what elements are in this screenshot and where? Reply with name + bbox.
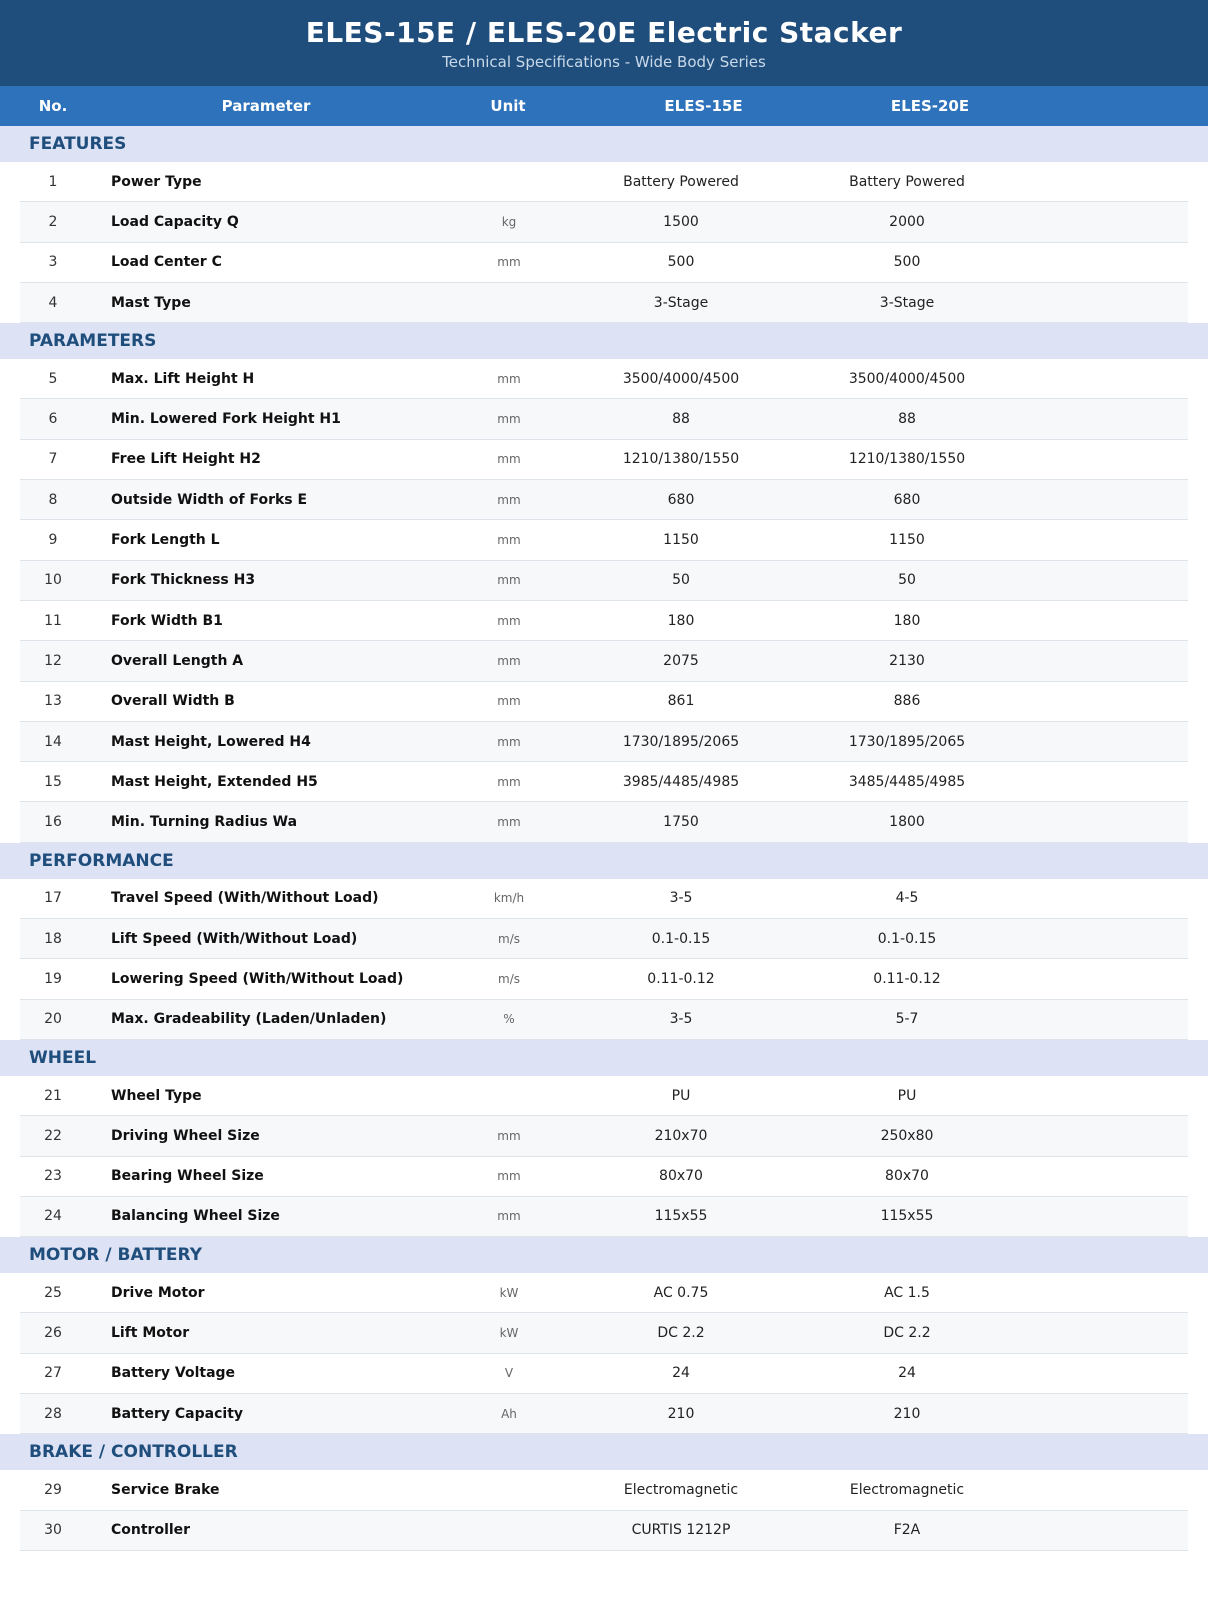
model2-value: 2000	[889, 213, 925, 230]
parameter-name: Mast Type	[111, 294, 191, 311]
parameter-name: Free Lift Height H2	[111, 451, 261, 468]
model2-value: 0.11-0.12	[873, 970, 941, 987]
model1-value: 0.1-0.15	[651, 930, 711, 947]
parameter-name: Battery Voltage	[111, 1365, 236, 1382]
parameter-name: Controller	[111, 1522, 191, 1539]
parameter-name: Driving Wheel Size	[111, 1127, 260, 1144]
row-number: 9	[48, 532, 58, 549]
model1-value: 3985/4485/4985	[622, 773, 740, 790]
row-number: 18	[44, 930, 62, 947]
row-number: 23	[44, 1168, 62, 1185]
table-row	[20, 1273, 1188, 1313]
parameter-name: Outside Width of Forks E	[111, 491, 308, 508]
model2-value: 680	[893, 491, 921, 508]
model2-value: 1730/1895/2065	[848, 733, 966, 750]
row-number: 10	[44, 572, 62, 589]
table-row	[20, 879, 1188, 919]
table-row	[20, 1511, 1188, 1551]
model2-value: Battery Powered	[849, 173, 965, 190]
model1-value: CURTIS 1212P	[631, 1522, 731, 1539]
row-number: 14	[44, 733, 62, 750]
column-header-no: No.	[38, 97, 68, 115]
section-header: MOTOR / BATTERY	[0, 1237, 1208, 1273]
parameter-name: Fork Thickness H3	[111, 572, 256, 589]
parameter-name: Fork Length L	[111, 532, 220, 549]
unit-cell: mm	[497, 1128, 521, 1143]
model2-value: 3500/4000/4500	[848, 370, 966, 387]
row-number: 1	[48, 173, 58, 190]
table-row	[20, 1354, 1188, 1394]
table-row	[20, 682, 1188, 722]
model2-value: 4-5	[895, 890, 919, 907]
table-row	[20, 1313, 1188, 1353]
model2-value: DC 2.2	[883, 1325, 931, 1342]
unit-cell: m/s	[498, 971, 520, 986]
parameter-name: Mast Height, Extended H5	[111, 773, 318, 790]
row-number: 12	[44, 652, 62, 669]
model2-value: 5-7	[895, 1011, 919, 1028]
page-title: ELES-15E / ELES-20E Electric Stacker	[305, 16, 903, 49]
parameter-name: Battery Capacity	[111, 1405, 244, 1422]
model1-value: 1500	[663, 213, 699, 230]
parameter-name: Max. Gradeability (Laden/Unladen)	[111, 1011, 387, 1028]
model2-value: 3485/4485/4985	[848, 773, 966, 790]
model1-value: 3-Stage	[653, 294, 709, 311]
unit-cell: mm	[497, 492, 521, 507]
table-row	[20, 283, 1188, 323]
section-rows	[20, 1076, 1188, 1237]
table-row	[20, 1197, 1188, 1237]
unit-cell: mm	[497, 613, 521, 628]
row-number: 29	[44, 1481, 62, 1498]
unit-cell: kW	[499, 1326, 519, 1341]
model1-value: 180	[667, 612, 695, 629]
model2-value: 2130	[889, 652, 925, 669]
table-row	[20, 162, 1188, 202]
model2-value: 250x80	[880, 1127, 934, 1144]
model1-value: 0.11-0.12	[647, 970, 715, 987]
model1-value: 2075	[663, 652, 699, 669]
model1-value: 861	[667, 693, 695, 710]
model2-value: 500	[893, 254, 921, 271]
model2-value: Electromagnetic	[849, 1481, 965, 1498]
table-row	[20, 1157, 1188, 1197]
unit-cell: mm	[497, 452, 521, 467]
page-subtitle: Technical Specifications - Wide Body Series	[442, 53, 766, 71]
table-row	[20, 399, 1188, 439]
table-row	[20, 802, 1188, 842]
model1-value: 1730/1895/2065	[622, 733, 740, 750]
column-header-model2: ELES-20E	[890, 97, 970, 115]
row-number: 2	[48, 213, 58, 230]
parameter-name: Lift Speed (With/Without Load)	[111, 930, 358, 947]
row-number: 20	[44, 1011, 62, 1028]
column-header-parameter: Parameter	[221, 97, 311, 115]
row-number: 19	[44, 970, 62, 987]
table-row	[20, 561, 1188, 601]
unit-cell: m/s	[498, 931, 520, 946]
unit-cell: mm	[497, 255, 521, 270]
parameter-name: Overall Width B	[111, 693, 235, 710]
row-number: 15	[44, 773, 62, 790]
model2-value: 210	[893, 1405, 921, 1422]
row-number: 30	[44, 1522, 62, 1539]
row-number: 6	[48, 411, 58, 428]
unit-cell: mm	[497, 774, 521, 789]
row-number: 16	[44, 814, 62, 831]
section-rows	[20, 162, 1188, 323]
table-header	[0, 86, 1208, 126]
model1-value: DC 2.2	[657, 1325, 705, 1342]
model1-value: 3500/4000/4500	[622, 370, 740, 387]
model1-value: Battery Powered	[623, 173, 739, 190]
parameter-name: Min. Turning Radius Wa	[111, 814, 298, 831]
row-number: 24	[44, 1208, 62, 1225]
table-row	[20, 480, 1188, 520]
model1-value: 1750	[663, 814, 699, 831]
section-header: WHEEL	[0, 1040, 1208, 1076]
section-rows	[20, 879, 1188, 1040]
unit-cell: Ah	[501, 1406, 517, 1421]
row-number: 11	[44, 612, 62, 629]
section-rows	[20, 359, 1188, 843]
table-row	[20, 1000, 1188, 1040]
title-bar	[0, 0, 1208, 86]
section-rows	[20, 1273, 1188, 1434]
parameter-name: Travel Speed (With/Without Load)	[111, 890, 379, 907]
unit-cell: mm	[497, 815, 521, 830]
row-number: 7	[48, 451, 58, 468]
model2-value: AC 1.5	[884, 1284, 930, 1301]
model1-value: 115x55	[654, 1208, 708, 1225]
section-rows	[20, 1470, 1188, 1551]
unit-cell: mm	[497, 653, 521, 668]
row-number: 5	[48, 370, 58, 387]
unit-cell: mm	[497, 371, 521, 386]
table-row	[20, 722, 1188, 762]
section-header: BRAKE / CONTROLLER	[0, 1434, 1208, 1470]
parameter-name: Fork Width B1	[111, 612, 223, 629]
row-number: 13	[44, 693, 62, 710]
table-row	[20, 959, 1188, 999]
table-row	[20, 641, 1188, 681]
parameter-name: Overall Length A	[111, 652, 244, 669]
parameter-name: Min. Lowered Fork Height H1	[111, 411, 341, 428]
table-row	[20, 440, 1188, 480]
unit-cell: mm	[497, 533, 521, 548]
table-row	[20, 1470, 1188, 1510]
parameter-name: Mast Height, Lowered H4	[111, 733, 311, 750]
table-row	[20, 359, 1188, 399]
row-number: 17	[44, 890, 62, 907]
model2-value: 886	[893, 693, 921, 710]
model2-value: 3-Stage	[879, 294, 935, 311]
row-number: 21	[44, 1087, 62, 1104]
row-number: 27	[44, 1365, 62, 1382]
row-number: 4	[48, 294, 58, 311]
row-number: 3	[48, 254, 58, 271]
table-row	[20, 762, 1188, 802]
model2-value: F2A	[893, 1522, 921, 1539]
row-number: 8	[48, 491, 58, 508]
unit-cell: mm	[497, 1209, 521, 1224]
row-number: 25	[44, 1284, 62, 1301]
model2-value: 115x55	[880, 1208, 934, 1225]
parameter-name: Load Center C	[111, 254, 222, 271]
model1-value: PU	[671, 1087, 691, 1104]
parameter-name: Lift Motor	[111, 1325, 190, 1342]
table-row	[20, 520, 1188, 560]
model1-value: 210x70	[654, 1127, 708, 1144]
unit-cell: kW	[499, 1285, 519, 1300]
unit-cell: %	[503, 1012, 515, 1027]
model1-value: 50	[672, 572, 690, 589]
column-header-model1: ELES-15E	[664, 97, 743, 115]
model2-value: 180	[893, 612, 921, 629]
model2-value: 1150	[889, 532, 925, 549]
section-header: PERFORMANCE	[0, 843, 1208, 879]
row-number: 28	[44, 1405, 62, 1422]
section-header: FEATURES	[0, 126, 1208, 162]
model1-value: 3-5	[669, 890, 693, 907]
model2-value: 50	[898, 572, 916, 589]
model1-value: 1210/1380/1550	[622, 451, 740, 468]
unit-cell: V	[504, 1366, 514, 1381]
table-row	[20, 202, 1188, 242]
spec-table-body	[0, 126, 1208, 1551]
section-header: PARAMETERS	[0, 323, 1208, 359]
model2-value: 80x70	[885, 1168, 929, 1185]
model1-value: 88	[672, 411, 690, 428]
parameter-name: Load Capacity Q	[111, 213, 239, 230]
unit-cell: mm	[497, 573, 521, 588]
table-row	[20, 1076, 1188, 1116]
unit-cell: km/h	[493, 891, 525, 906]
model1-value: 1150	[663, 532, 699, 549]
parameter-name: Service Brake	[111, 1481, 220, 1498]
unit-cell: kg	[501, 214, 517, 229]
model1-value: 680	[667, 491, 695, 508]
table-row	[20, 243, 1188, 283]
model1-value: Electromagnetic	[623, 1481, 739, 1498]
model1-value: 210	[667, 1405, 695, 1422]
unit-cell: mm	[497, 412, 521, 427]
row-number: 22	[44, 1127, 62, 1144]
parameter-name: Drive Motor	[111, 1284, 205, 1301]
table-row	[20, 601, 1188, 641]
row-number: 26	[44, 1325, 62, 1342]
model1-value: 3-5	[669, 1011, 693, 1028]
parameter-name: Balancing Wheel Size	[111, 1208, 280, 1225]
model2-value: PU	[897, 1087, 917, 1104]
model1-value: 24	[672, 1365, 690, 1382]
model2-value: 24	[898, 1365, 916, 1382]
table-row	[20, 1116, 1188, 1156]
model2-value: 1210/1380/1550	[848, 451, 966, 468]
model1-value: 500	[667, 254, 695, 271]
model1-value: 80x70	[659, 1168, 703, 1185]
parameter-name: Max. Lift Height H	[111, 370, 255, 387]
unit-cell: mm	[497, 734, 521, 749]
unit-cell: mm	[497, 1169, 521, 1184]
model2-value: 88	[898, 411, 916, 428]
table-row	[20, 1394, 1188, 1434]
model2-value: 0.1-0.15	[877, 930, 937, 947]
unit-cell: mm	[497, 694, 521, 709]
column-header-unit: Unit	[490, 97, 526, 115]
parameter-name: Power Type	[111, 173, 202, 190]
parameter-name: Lowering Speed (With/Without Load)	[111, 970, 404, 987]
model1-value: AC 0.75	[653, 1284, 709, 1301]
model2-value: 1800	[889, 814, 925, 831]
table-row	[20, 919, 1188, 959]
parameter-name: Bearing Wheel Size	[111, 1168, 264, 1185]
parameter-name: Wheel Type	[111, 1087, 202, 1104]
